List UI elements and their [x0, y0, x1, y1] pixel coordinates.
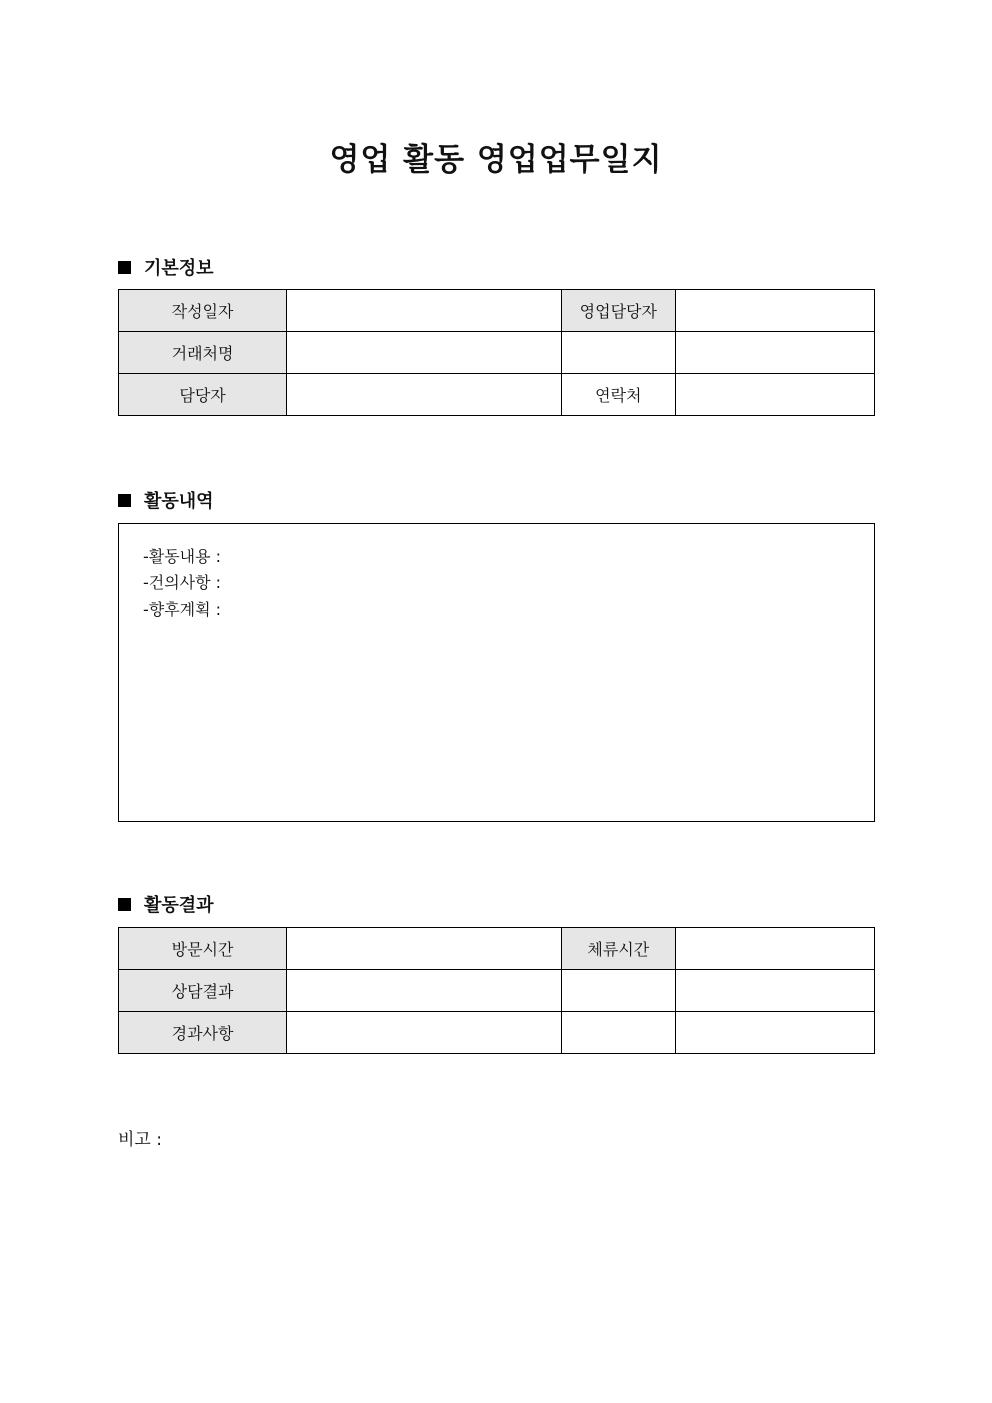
- table-row: [119, 928, 875, 970]
- activity-details-box[interactable]: [118, 523, 875, 822]
- label-cell: 거래처명: [119, 332, 287, 374]
- label-cell: 경과사항: [119, 1012, 287, 1054]
- value-cell[interactable]: [675, 928, 874, 970]
- value-cell[interactable]: [287, 970, 562, 1012]
- square-bullet-icon: [118, 494, 131, 507]
- value-cell[interactable]: [675, 290, 874, 332]
- value-cell[interactable]: [675, 970, 874, 1012]
- label-cell: 영업담당자: [561, 290, 675, 332]
- value-cell[interactable]: [287, 928, 562, 970]
- activity-line-suggestions: -건의사항 :: [143, 573, 222, 592]
- section-heading-results: [118, 891, 214, 917]
- value-cell[interactable]: [287, 290, 562, 332]
- square-bullet-icon: [118, 261, 131, 274]
- section-heading-basic-info: [118, 254, 214, 280]
- results-table: [118, 927, 875, 1054]
- activity-line-content: -활동내용 :: [143, 547, 222, 566]
- document-title: 영업 활동 영업업무일지: [329, 142, 663, 178]
- section-heading-label: 활동결과: [144, 895, 214, 916]
- table-row: [119, 970, 875, 1012]
- label-cell: 담당자: [119, 374, 287, 416]
- value-cell[interactable]: [675, 1012, 874, 1054]
- label-cell: 작성일자: [119, 290, 287, 332]
- activity-line-future-plan: -향후계획 :: [143, 600, 222, 619]
- value-cell[interactable]: [675, 332, 874, 374]
- value-cell[interactable]: [287, 1012, 562, 1054]
- remarks-label: 비고 :: [118, 1130, 162, 1150]
- square-bullet-icon: [118, 898, 131, 911]
- label-cell: 방문시간: [119, 928, 287, 970]
- label-cell: 상담결과: [119, 970, 287, 1012]
- table-row: [119, 332, 875, 374]
- value-cell[interactable]: [287, 374, 562, 416]
- value-cell[interactable]: [561, 332, 675, 374]
- basic-info-table: [118, 289, 875, 416]
- value-cell[interactable]: [561, 970, 675, 1012]
- label-cell: 체류시간: [561, 928, 675, 970]
- value-cell[interactable]: [287, 332, 562, 374]
- value-cell[interactable]: [675, 374, 874, 416]
- table-row: [119, 290, 875, 332]
- section-heading-activity: [118, 487, 214, 513]
- section-heading-label: 기본정보: [144, 258, 214, 279]
- value-cell[interactable]: [561, 1012, 675, 1054]
- label-cell: 연락처: [561, 374, 675, 416]
- table-row: [119, 374, 875, 416]
- table-row: [119, 1012, 875, 1054]
- section-heading-label: 활동내역: [144, 491, 214, 512]
